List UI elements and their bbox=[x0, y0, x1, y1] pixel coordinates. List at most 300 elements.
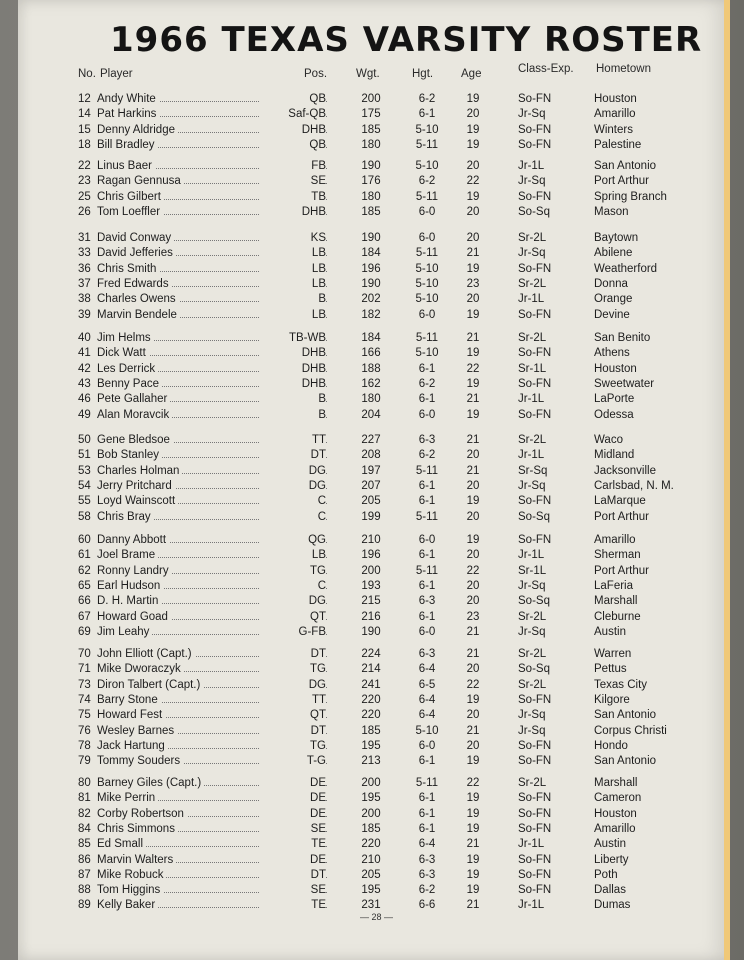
player-age: 21 bbox=[466, 464, 480, 477]
player-age: 21 bbox=[466, 393, 480, 406]
player-name: Kelly Baker bbox=[97, 899, 158, 911]
player-weight: 166 bbox=[361, 347, 381, 360]
player-class-exp: Sr-1L bbox=[518, 564, 547, 577]
player-weight: 224 bbox=[361, 648, 381, 660]
player-name: Benny Pace bbox=[97, 378, 162, 390]
player-class-exp: So-FN bbox=[518, 495, 552, 508]
player-hometown: Hondo bbox=[594, 739, 628, 752]
player-height: 6-3 bbox=[418, 595, 436, 608]
player-name: Howard Fest bbox=[97, 709, 165, 721]
table-row bbox=[0, 465, 744, 480]
player-name: Tommy Souders bbox=[97, 755, 183, 767]
header-player: Player bbox=[100, 68, 133, 80]
table-row bbox=[0, 363, 744, 378]
player-position: TG bbox=[260, 740, 326, 752]
player-position: TE bbox=[260, 838, 326, 850]
player-height: 6-1 bbox=[418, 822, 436, 835]
player-hometown: Orange bbox=[594, 293, 633, 306]
player-weight: 180 bbox=[361, 393, 381, 406]
table-row bbox=[0, 838, 744, 853]
player-class-exp: Sr-1L bbox=[518, 362, 547, 375]
player-number: 43 bbox=[78, 377, 91, 390]
player-name: Corby Robertson bbox=[97, 808, 187, 820]
player-weight: 197 bbox=[361, 464, 381, 477]
player-hometown: LaMarque bbox=[594, 495, 646, 508]
player-number: 88 bbox=[78, 884, 91, 897]
player-name: Mike Robuck bbox=[97, 869, 166, 881]
player-height: 6-0 bbox=[418, 739, 436, 752]
player-position: TB-WB bbox=[260, 332, 326, 344]
player-position: B bbox=[260, 293, 326, 305]
player-height: 5-10 bbox=[415, 262, 439, 275]
player-weight: 231 bbox=[361, 899, 381, 912]
player-height: 5-10 bbox=[415, 277, 439, 290]
player-name: Mike Perrin bbox=[97, 792, 158, 804]
player-name: Andy White bbox=[97, 93, 159, 105]
player-class-exp: So-FN bbox=[518, 792, 552, 805]
player-name: D. H. Martin bbox=[97, 595, 161, 607]
player-number: 18 bbox=[78, 138, 91, 151]
player-hometown: Marshall bbox=[594, 777, 638, 789]
player-age: 20 bbox=[466, 205, 480, 218]
player-number: 55 bbox=[78, 495, 91, 508]
player-number: 61 bbox=[78, 549, 91, 562]
player-height: 5-11 bbox=[415, 777, 439, 789]
player-class-exp: Sr-2L bbox=[518, 232, 547, 244]
player-age: 20 bbox=[466, 739, 480, 752]
player-name: Barney Giles (Capt.) bbox=[97, 777, 204, 789]
player-name: Ed Small bbox=[97, 838, 146, 850]
player-weight: 196 bbox=[361, 549, 381, 562]
player-hometown: San Benito bbox=[594, 332, 651, 344]
player-class-exp: Jr-Sq bbox=[518, 625, 546, 638]
player-weight: 205 bbox=[361, 495, 381, 508]
player-name: Pete Gallaher bbox=[97, 393, 170, 405]
player-number: 66 bbox=[78, 595, 91, 608]
player-height: 6-1 bbox=[418, 807, 436, 820]
player-hometown: Houston bbox=[594, 93, 637, 105]
player-number: 79 bbox=[78, 755, 91, 768]
player-weight: 207 bbox=[361, 479, 381, 492]
table-row bbox=[0, 823, 744, 838]
player-class-exp: Jr-Sq bbox=[518, 247, 546, 260]
player-number: 58 bbox=[78, 510, 91, 523]
player-weight: 210 bbox=[361, 534, 381, 546]
player-position: DHB bbox=[260, 363, 326, 375]
player-height: 6-1 bbox=[418, 479, 436, 492]
page-title: 1966 TEXAS VARSITY ROSTER bbox=[110, 20, 703, 60]
player-number: 65 bbox=[78, 579, 91, 592]
player-class-exp: Sr-2L bbox=[518, 648, 547, 660]
player-number: 41 bbox=[78, 347, 91, 360]
player-class-exp: Jr-Sq bbox=[518, 479, 546, 492]
player-position: DT bbox=[260, 869, 326, 881]
player-age: 20 bbox=[466, 293, 480, 306]
player-height: 6-1 bbox=[418, 755, 436, 768]
player-position: TT bbox=[260, 694, 326, 706]
table-row bbox=[0, 495, 744, 510]
table-row bbox=[0, 777, 744, 792]
table-row bbox=[0, 232, 744, 247]
player-number: 86 bbox=[78, 853, 91, 866]
table-row bbox=[0, 679, 744, 694]
table-row bbox=[0, 580, 744, 595]
player-weight: 184 bbox=[361, 332, 381, 344]
player-class-exp: Jr-Sq bbox=[518, 579, 546, 592]
player-hometown: Dumas bbox=[594, 899, 631, 912]
player-number: 22 bbox=[78, 160, 91, 172]
player-height: 5-11 bbox=[415, 138, 439, 151]
player-age: 19 bbox=[466, 693, 480, 706]
player-weight: 220 bbox=[361, 693, 381, 706]
player-name: Marvin Walters bbox=[97, 854, 176, 866]
player-position: DG bbox=[260, 595, 326, 607]
player-height: 6-1 bbox=[418, 579, 436, 592]
player-height: 6-3 bbox=[418, 434, 436, 446]
player-hometown: Texas City bbox=[594, 678, 648, 691]
player-class-exp: So-FN bbox=[518, 93, 552, 105]
player-class-exp: So-Sq bbox=[518, 510, 550, 523]
player-weight: 200 bbox=[361, 807, 381, 820]
header-pos: Pos. bbox=[304, 68, 328, 80]
player-name: Les Derrick bbox=[97, 363, 158, 375]
player-name: Gene Bledsoe bbox=[97, 434, 173, 446]
player-name: Chris Gilbert bbox=[97, 191, 164, 203]
table-row bbox=[0, 740, 744, 755]
header-hometown: Hometown bbox=[596, 63, 651, 75]
player-hometown: Athens bbox=[594, 347, 630, 360]
player-height: 6-4 bbox=[418, 838, 436, 851]
player-height: 6-0 bbox=[418, 408, 436, 421]
player-position: QB bbox=[260, 93, 326, 105]
player-age: 19 bbox=[466, 822, 480, 835]
player-class-exp: So-FN bbox=[518, 755, 552, 768]
player-weight: 196 bbox=[361, 262, 381, 275]
player-height: 5-10 bbox=[415, 160, 439, 172]
player-height: 6-1 bbox=[418, 362, 436, 375]
player-hometown: Baytown bbox=[594, 232, 639, 244]
page-number: — 28 — bbox=[360, 912, 394, 922]
player-number: 69 bbox=[78, 625, 91, 638]
player-weight: 215 bbox=[361, 595, 381, 608]
table-row bbox=[0, 869, 744, 884]
player-hometown: Liberty bbox=[594, 853, 629, 866]
player-position: LB bbox=[260, 278, 326, 290]
player-position: B bbox=[260, 393, 326, 405]
player-age: 19 bbox=[466, 377, 480, 390]
player-hometown: LaPorte bbox=[594, 393, 635, 406]
player-number: 42 bbox=[78, 362, 91, 375]
player-weight: 195 bbox=[361, 792, 381, 805]
header-age: Age bbox=[461, 68, 482, 80]
player-age: 22 bbox=[466, 777, 480, 789]
table-row bbox=[0, 511, 744, 526]
player-hometown: Pettus bbox=[594, 663, 627, 676]
player-position: C bbox=[260, 580, 326, 592]
player-position: KS bbox=[260, 232, 326, 244]
player-age: 19 bbox=[466, 534, 480, 546]
player-weight: 195 bbox=[361, 884, 381, 897]
player-age: 19 bbox=[466, 884, 480, 897]
player-weight: 190 bbox=[361, 160, 381, 172]
player-age: 19 bbox=[466, 93, 480, 105]
player-age: 22 bbox=[466, 362, 480, 375]
player-height: 6-2 bbox=[418, 884, 436, 897]
player-age: 21 bbox=[466, 625, 480, 638]
player-position: DE bbox=[260, 777, 326, 789]
player-hometown: Donna bbox=[594, 277, 628, 290]
player-name: David Jefferies bbox=[97, 247, 176, 259]
player-class-exp: So-FN bbox=[518, 853, 552, 866]
player-hometown: Dallas bbox=[594, 884, 626, 897]
player-weight: 180 bbox=[361, 190, 381, 203]
player-position: B bbox=[260, 409, 326, 421]
player-name: Chris Bray bbox=[97, 511, 154, 523]
player-number: 31 bbox=[78, 232, 91, 244]
player-age: 21 bbox=[466, 724, 480, 737]
player-hometown: Amarillo bbox=[594, 108, 636, 121]
player-height: 5-11 bbox=[415, 464, 439, 477]
player-class-exp: Jr-1L bbox=[518, 899, 545, 912]
player-name: Jack Hartung bbox=[97, 740, 168, 752]
table-row bbox=[0, 393, 744, 408]
player-weight: 205 bbox=[361, 868, 381, 881]
player-hometown: Poth bbox=[594, 868, 618, 881]
player-age: 19 bbox=[466, 807, 480, 820]
player-number: 80 bbox=[78, 777, 91, 789]
player-position: LB bbox=[260, 549, 326, 561]
player-height: 5-10 bbox=[415, 347, 439, 360]
table-row bbox=[0, 191, 744, 206]
player-height: 6-4 bbox=[418, 663, 436, 676]
player-height: 6-3 bbox=[418, 853, 436, 866]
player-name: Charles Owens bbox=[97, 293, 179, 305]
player-weight: 180 bbox=[361, 138, 381, 151]
player-weight: 241 bbox=[361, 678, 381, 691]
player-class-exp: So-FN bbox=[518, 190, 552, 203]
player-hometown: Port Arthur bbox=[594, 175, 649, 188]
player-name: Wesley Barnes bbox=[97, 725, 177, 737]
player-height: 5-11 bbox=[415, 190, 439, 203]
player-name: Bill Bradley bbox=[97, 139, 158, 151]
player-number: 39 bbox=[78, 308, 91, 321]
player-weight: 176 bbox=[361, 175, 381, 188]
player-position: TB bbox=[260, 191, 326, 203]
table-row bbox=[0, 792, 744, 807]
player-weight: 182 bbox=[361, 308, 381, 321]
player-weight: 200 bbox=[361, 93, 381, 105]
player-hometown: Carlsbad, N. M. bbox=[594, 479, 674, 492]
player-weight: 204 bbox=[361, 408, 381, 421]
table-row bbox=[0, 565, 744, 580]
player-number: 67 bbox=[78, 610, 91, 623]
player-hometown: Austin bbox=[594, 838, 626, 851]
player-number: 37 bbox=[78, 277, 91, 290]
table-row bbox=[0, 549, 744, 564]
table-row bbox=[0, 263, 744, 278]
player-name: Danny Abbott bbox=[97, 534, 169, 546]
player-number: 49 bbox=[78, 408, 91, 421]
player-number: 81 bbox=[78, 792, 91, 805]
player-class-exp: So-FN bbox=[518, 807, 552, 820]
player-hometown: Devine bbox=[594, 308, 630, 321]
player-position: C bbox=[260, 495, 326, 507]
player-height: 6-0 bbox=[418, 308, 436, 321]
player-number: 87 bbox=[78, 868, 91, 881]
player-age: 19 bbox=[466, 408, 480, 421]
player-class-exp: Sr-2L bbox=[518, 678, 547, 691]
player-weight: 185 bbox=[361, 205, 381, 218]
player-height: 5-10 bbox=[415, 293, 439, 306]
player-hometown: Palestine bbox=[594, 138, 642, 151]
player-number: 73 bbox=[78, 678, 91, 691]
table-row bbox=[0, 808, 744, 823]
player-height: 6-1 bbox=[418, 792, 436, 805]
player-height: 6-5 bbox=[418, 678, 436, 691]
player-hometown: Marshall bbox=[594, 595, 638, 608]
player-position: TT bbox=[260, 434, 326, 446]
player-position: QT bbox=[260, 611, 326, 623]
player-height: 6-2 bbox=[418, 93, 436, 105]
player-hometown: Mason bbox=[594, 205, 629, 218]
player-height: 6-0 bbox=[418, 232, 436, 244]
player-age: 20 bbox=[466, 579, 480, 592]
player-name: Jerry Pritchard bbox=[97, 480, 175, 492]
player-position: DG bbox=[260, 679, 326, 691]
player-hometown: Kilgore bbox=[594, 693, 630, 706]
player-hometown: Weatherford bbox=[594, 262, 658, 275]
player-hometown: LaFeria bbox=[594, 579, 633, 592]
player-height: 6-0 bbox=[418, 625, 436, 638]
table-row bbox=[0, 175, 744, 190]
player-height: 6-1 bbox=[418, 495, 436, 508]
player-number: 84 bbox=[78, 822, 91, 835]
player-class-exp: So-Sq bbox=[518, 205, 550, 218]
player-number: 46 bbox=[78, 393, 91, 406]
player-position: QT bbox=[260, 709, 326, 721]
player-number: 89 bbox=[78, 899, 91, 912]
player-position: SE bbox=[260, 884, 326, 896]
table-row bbox=[0, 648, 744, 663]
player-height: 6-3 bbox=[418, 868, 436, 881]
player-hometown: Winters bbox=[594, 123, 633, 136]
player-number: 25 bbox=[78, 190, 91, 203]
player-position: TG bbox=[260, 565, 326, 577]
player-hometown: Cleburne bbox=[594, 610, 641, 623]
player-hometown: Sweetwater bbox=[594, 377, 655, 390]
player-class-exp: So-FN bbox=[518, 739, 552, 752]
player-name: Tom Loeffler bbox=[97, 206, 163, 218]
player-number: 70 bbox=[78, 648, 91, 660]
table-row bbox=[0, 309, 744, 324]
player-hometown: Austin bbox=[594, 625, 626, 638]
player-weight: 190 bbox=[361, 277, 381, 290]
player-position: DT bbox=[260, 648, 326, 660]
player-height: 6-0 bbox=[418, 534, 436, 546]
player-name: Diron Talbert (Capt.) bbox=[97, 679, 203, 691]
player-position: DT bbox=[260, 725, 326, 737]
player-age: 19 bbox=[466, 868, 480, 881]
player-name: David Conway bbox=[97, 232, 174, 244]
player-class-exp: So-FN bbox=[518, 347, 552, 360]
player-number: 50 bbox=[78, 434, 91, 446]
player-number: 85 bbox=[78, 838, 91, 851]
player-class-exp: So-FN bbox=[518, 534, 552, 546]
player-number: 14 bbox=[78, 108, 91, 121]
player-hometown: Cameron bbox=[594, 792, 642, 805]
header-hgt: Hgt. bbox=[412, 68, 434, 80]
player-hometown: Midland bbox=[594, 449, 635, 462]
player-position: DE bbox=[260, 792, 326, 804]
table-row bbox=[0, 293, 744, 308]
player-age: 21 bbox=[466, 332, 480, 344]
player-class-exp: Sr-2L bbox=[518, 434, 547, 446]
player-height: 5-11 bbox=[415, 247, 439, 260]
table-row bbox=[0, 480, 744, 495]
player-age: 19 bbox=[466, 347, 480, 360]
player-class-exp: So-FN bbox=[518, 262, 552, 275]
player-class-exp: Jr-Sq bbox=[518, 724, 546, 737]
player-hometown: Corpus Christi bbox=[594, 724, 667, 737]
player-class-exp: So-FN bbox=[518, 138, 552, 151]
player-name: Barry Stone bbox=[97, 694, 161, 706]
table-row bbox=[0, 755, 744, 770]
player-class-exp: So-FN bbox=[518, 822, 552, 835]
player-age: 20 bbox=[466, 449, 480, 462]
player-height: 6-6 bbox=[418, 899, 436, 912]
player-number: 53 bbox=[78, 464, 91, 477]
player-name: Howard Goad bbox=[97, 611, 171, 623]
player-class-exp: Sr-2L bbox=[518, 332, 547, 344]
player-number: 62 bbox=[78, 564, 91, 577]
player-class-exp: So-FN bbox=[518, 408, 552, 421]
header-no: No. bbox=[78, 68, 96, 80]
player-class-exp: Sr-2L bbox=[518, 610, 547, 623]
player-age: 19 bbox=[466, 308, 480, 321]
player-age: 20 bbox=[466, 479, 480, 492]
player-name: Pat Harkins bbox=[97, 108, 159, 120]
player-weight: 175 bbox=[361, 108, 381, 121]
player-weight: 185 bbox=[361, 123, 381, 136]
table-row bbox=[0, 595, 744, 610]
player-height: 5-10 bbox=[415, 724, 439, 737]
player-hometown: Warren bbox=[594, 648, 632, 660]
player-age: 21 bbox=[466, 648, 480, 660]
player-position: FB bbox=[260, 160, 326, 172]
player-hometown: Port Arthur bbox=[594, 510, 649, 523]
player-class-exp: So-FN bbox=[518, 884, 552, 897]
player-hometown: San Antonio bbox=[594, 709, 657, 722]
table-row bbox=[0, 854, 744, 869]
player-number: 12 bbox=[78, 93, 91, 105]
player-position: DHB bbox=[260, 124, 326, 136]
player-age: 22 bbox=[466, 175, 480, 188]
player-hometown: Sherman bbox=[594, 549, 641, 562]
player-position: SE bbox=[260, 823, 326, 835]
player-number: 75 bbox=[78, 709, 91, 722]
player-age: 19 bbox=[466, 262, 480, 275]
player-position: C bbox=[260, 511, 326, 523]
player-weight: 195 bbox=[361, 739, 381, 752]
player-weight: 227 bbox=[361, 434, 381, 446]
player-position: DHB bbox=[260, 347, 326, 359]
player-hometown: Amarillo bbox=[594, 534, 636, 546]
player-name: Joel Brame bbox=[97, 549, 158, 561]
table-row bbox=[0, 139, 744, 154]
player-name: Ragan Gennusa bbox=[97, 175, 184, 187]
player-class-exp: Jr-Sq bbox=[518, 108, 546, 121]
player-weight: 213 bbox=[361, 755, 381, 768]
